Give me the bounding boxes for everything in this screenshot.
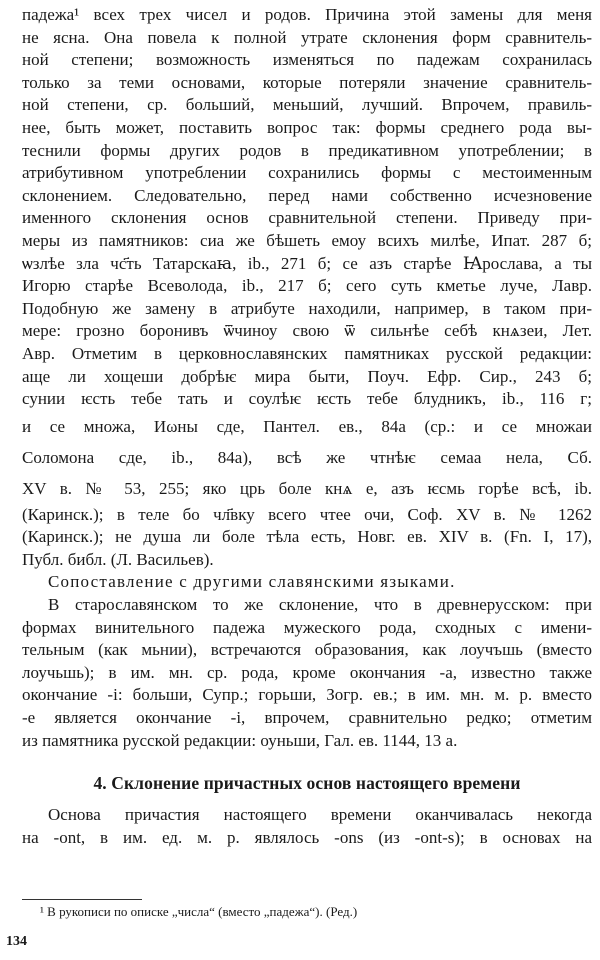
text-line: формах винительного падежа мужеского рода, сходных с имени- bbox=[22, 617, 592, 637]
text-column bbox=[22, 4, 592, 849]
text-line: ной степени; возможность изменяться по падежам сохранилась bbox=[22, 50, 592, 70]
text-line: лоучьшь); в им. мн. ср. рода, кроме окончания -а, известно также bbox=[22, 662, 592, 682]
text-line: только за теми основами, которые потеряли значение сравнитель- bbox=[22, 72, 592, 92]
text-line: окончание -i: больши, Супр.; горьши, Зогр. ев.; в им. мн. м. р. вместо bbox=[22, 685, 592, 705]
text-line: на -ont, в им. ед. м. р. являлось -ons (из -ont-s); в основах на bbox=[22, 827, 592, 847]
text-line: Основа причастия настоящего времени оканчивалась некогда bbox=[48, 805, 592, 825]
text-line: Игорю старѣе Всеволода, ib., 217 б; сего суть кметье луче, Лавр. bbox=[22, 276, 592, 296]
section-heading: 4. Склонение причастных основ настоящего времени bbox=[93, 773, 521, 794]
text-line: (Каринск.); не душа ли боле тѣла есть, Новг. ев. XIV в. (Fn. I, 17), bbox=[22, 527, 592, 547]
footnote-rule bbox=[22, 899, 142, 900]
text-line: В старославянском то же склонение, что в древнерусском: при bbox=[48, 595, 592, 615]
text-line: (Каринск.); в теле бо чл҃вку всего чтее очи, Соф. XV в. № 1262 bbox=[22, 504, 592, 524]
text-line: атрибутивном употреблении сохранились формы с местоименным bbox=[22, 163, 592, 183]
text-line: не ясна. Она повела к полной утрате склонения форм сравнитель- bbox=[22, 27, 592, 47]
text-line: XV в. № 53, 255; яко црь боле кнѧ е, азъ ѥсмь горѣе всѣ, ib. bbox=[22, 478, 592, 498]
text-line: сунии ѥсть тебе тать и соулѣѥ ѥсть тебе блудникъ, ib., 116 г; bbox=[22, 389, 592, 409]
text-line: ѡзлѣе зла чс҃ть Татарскаꙗ, ib., 271 б; се азъ старѣе Ꙗрослава, а ты bbox=[22, 253, 592, 273]
text-line: аще ли хощеши добрѣѥ мира быти, Поуч. Ефр. Сир., 243 б; bbox=[22, 366, 592, 386]
text-line: нее, быть может, поставить вопрос так: формы среднего рода вы- bbox=[22, 117, 592, 137]
text-line: ной степени, ср. больший, меньший, лучший. Впрочем, правиль- bbox=[22, 95, 592, 115]
text-line: из памятника русской редакции: оуньши, Гал. ев. 1144, 13 а. bbox=[22, 730, 458, 750]
text-line: Соломона сде, ib., 84а), всѣ же чтнѣѥ семаа нела, Сб. bbox=[22, 447, 592, 467]
footnote: ¹ В рукописи по описке „числа“ (вместо „падежа“). (Ред.) bbox=[40, 904, 358, 919]
text-line: падежа¹ всех трех чисел и родов. Причина этой замены для меня bbox=[22, 5, 592, 24]
text-line: меры из памятников: сиа же бѣшеть емоу всихъ милѣе, Ипат. 287 б; bbox=[22, 230, 592, 250]
page-number: 134 bbox=[6, 934, 27, 949]
text-line: тельным (как мьнии), встречаются образования, как лоучъшь (вместо bbox=[22, 640, 592, 660]
text-line: Публ. библ. (Л. Васильев). bbox=[22, 549, 214, 569]
text-line: теснили формы других родов в предикативном употреблении; в bbox=[22, 140, 592, 160]
text-line: Подобную же замену в атрибуте находили, например, в таком при- bbox=[22, 298, 592, 318]
text-line: именного склонения основ сравнительной степени. Приведу при- bbox=[22, 208, 592, 228]
text-line: и се множа, Иωны сде, Пантел. ев., 84а (ср.: и се множаи bbox=[22, 416, 592, 436]
subheading: Сопоставление с другими славянскими языками. bbox=[48, 572, 456, 592]
spacer bbox=[22, 752, 592, 770]
text-line: мере: грозно боронивъ ѿчиноу свою ѿ сильнѣе себѣ кнѧзеи, Лет. bbox=[22, 321, 592, 341]
spacer bbox=[22, 796, 592, 804]
footnote-area bbox=[0, 893, 600, 921]
text-line: -е является окончание -i, впрочем, сравнительно редко; отметим bbox=[22, 708, 592, 728]
text-line: склонением. Следовательно, перед нами собственно исчезновение bbox=[22, 185, 592, 205]
text-line: Авр. Отметим в церковнославянских памятниках русской редакции: bbox=[22, 343, 592, 363]
